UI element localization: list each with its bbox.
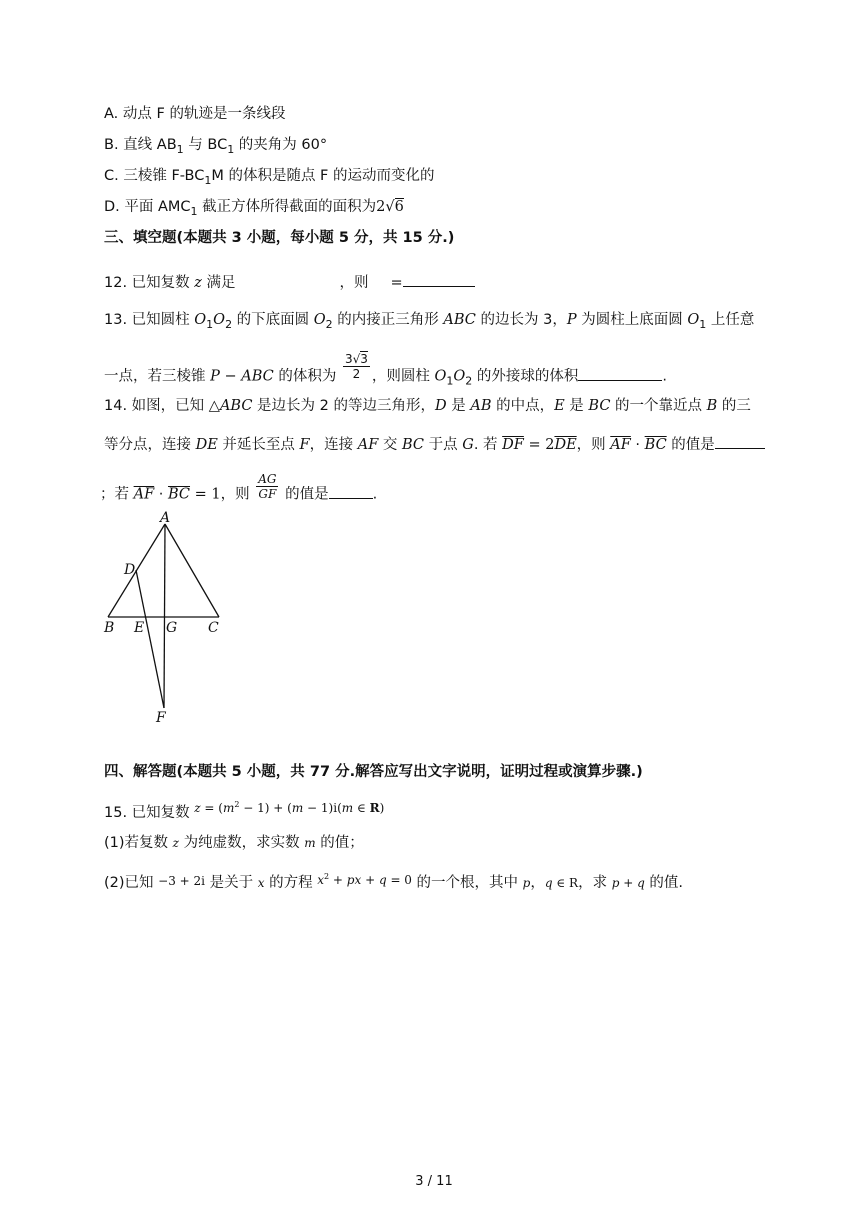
- question-14-line3: ；若 $\overline{AF} \cdot \overline{BC} = 1$，则 $\frac{AG}{GF}$ 的值是 .: [100, 472, 378, 503]
- segment-af: [164, 524, 165, 708]
- answer-blank: [329, 484, 373, 499]
- option-c: C. 三棱锥 $F-BC_1M$ 的体积是随点 F 的运动而变化的: [104, 168, 435, 187]
- label-f: F: [156, 710, 166, 724]
- section4-heading: 四、解答题(本题共 5 小题，共 77 分.解答应写出文字说明，证明过程或演算步骤.): [104, 764, 643, 780]
- option-a: A. 动点 F 的轨迹是一条线段: [104, 106, 286, 122]
- question-15-part2: (2)已知 −3 + 2i 是关于 x 的方程 $^{x^2 + px + q = 0}$ 的一个根，其中 p，q ∈ R，求 p + q 的值.: [104, 872, 683, 891]
- label-b: B: [104, 620, 115, 636]
- label-g: G: [166, 620, 178, 636]
- label-a: A: [160, 510, 171, 526]
- segment-ac: [165, 524, 219, 617]
- label-d: D: [124, 562, 136, 578]
- answer-blank: [403, 272, 475, 287]
- answer-blank: [715, 434, 765, 449]
- section3-heading: 三、填空题(本题共 3 小题，每小题 5 分，共 15 分.): [104, 230, 455, 246]
- question-15-part1: (1)若复数 z 为纯虚数，求实数 m 的值；: [104, 835, 364, 851]
- question-15-stem: 15. 已知复数 $^{z = (m^2 - 1) + (m - 1)i(m \in R)}$: [104, 800, 385, 821]
- segment-df: [136, 570, 164, 708]
- question-12: 12. 已知复数 z 满足 ，则 =: [104, 272, 475, 293]
- option-b: B. 直线 $AB_1$ 与 $BC_1$ 的夹角为 60°: [104, 137, 328, 156]
- label-e: E: [134, 620, 145, 636]
- question-14-line1: 14. 如图，已知 △ABC 是边长为 2 的等边三角形，D 是 AB 的中点，E 是 BC 的一个靠近点 B 的三: [104, 398, 751, 414]
- question-13-line2: 一点，若三棱锥 P − ABC 的体积为 $\frac{3√3}{2}$ ，则圆柱 $O_1O_2$ 的外接球的体积 .: [104, 352, 667, 388]
- option-d: D. 平面 $AMC_1$ 截正方体所得截面的面积为2√6: [104, 199, 404, 218]
- label-c: C: [208, 620, 219, 636]
- answer-blank: [578, 366, 662, 381]
- question-13-line1: 13. 已知圆柱 $O_1O_2$ 的下底面圆 $O_2$ 的内接正三角形 ABC 的边长为 3，P 为圆柱上底面圆 $O_1$ 上任意: [104, 312, 755, 331]
- question-14-line2: 等分点，连接 DE 并延长至点 F，连接 AF 交 BC 于点 G. 若 $\overline{DF} = 2\overline{DE}$，则 $\overline{AF} \cdot \overline{BC}$ 的值是: [104, 434, 765, 455]
- triangle-figure: [96, 508, 236, 724]
- fraction: $\frac{AG}{GF}$: [258, 472, 277, 501]
- page-number: 3 / 11: [415, 1174, 453, 1189]
- fraction: $\frac{3√3}{2}$: [344, 352, 368, 381]
